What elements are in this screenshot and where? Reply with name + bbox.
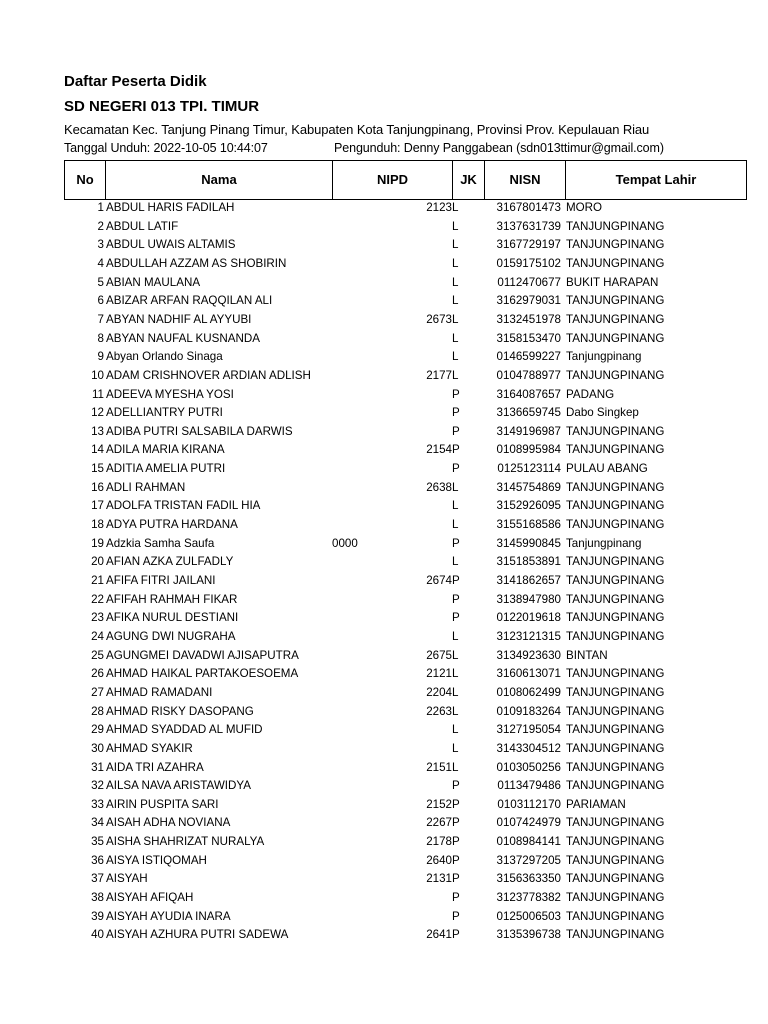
cell-nisn: 3141862657 [496, 574, 561, 587]
cell-no: 8 [97, 331, 104, 345]
cell-nama: ADOLFA TRISTAN FADIL HIA [106, 499, 261, 513]
cell-nisn: 3167801473 [496, 201, 561, 214]
cell-nisn: 3127195054 [496, 723, 561, 737]
cell-no: 6 [97, 294, 104, 308]
cell-nisn: 0112470677 [497, 275, 561, 289]
cell-no: 23 [91, 611, 104, 625]
cell-nisn: 0108995984 [496, 443, 561, 457]
cell-no: 11 [91, 387, 104, 401]
cell-nama: ABDULLAH AZZAM AS SHOBIRIN [106, 256, 287, 270]
cell-nama: ABYAN NAUFAL KUSNANDA [106, 331, 260, 345]
table-row [0, 255, 768, 274]
cell-nipd: 2177 [426, 368, 452, 382]
cell-tempat-lahir: PULAU ABANG [566, 462, 648, 476]
cell-nama: ABDUL UWAIS ALTAMIS [106, 238, 236, 252]
cell-tempat-lahir: TANJUNGPINANG [566, 499, 665, 513]
cell-no: 21 [91, 574, 104, 587]
cell-nisn: 3137297205 [496, 853, 561, 867]
cell-nama: AISHA SHAHRIZAT NURALYA [106, 835, 265, 849]
cell-tempat-lahir: TANJUNGPINANG [566, 424, 665, 438]
cell-nisn: 0125006503 [496, 909, 561, 923]
table-row [0, 441, 768, 460]
table-row [0, 870, 768, 889]
column-header-tempat-lahir: Tempat Lahir [565, 161, 747, 199]
cell-jk: P [452, 891, 460, 905]
table-row [0, 721, 768, 740]
cell-nama: ADILA MARIA KIRANA [106, 443, 225, 457]
cell-nipd: 2121 [426, 667, 452, 681]
cell-jk: L [452, 499, 459, 513]
cell-nipd: 2123 [426, 201, 452, 214]
cell-nisn: 3162979031 [496, 294, 561, 308]
table-row [0, 535, 768, 554]
cell-nipd: 2152 [426, 797, 452, 811]
cell-tempat-lahir: TANJUNGPINANG [566, 312, 665, 326]
cell-nisn: 0113479486 [497, 779, 561, 793]
table-row [0, 423, 768, 442]
cell-jk: L [452, 555, 459, 569]
cell-jk: P [452, 424, 460, 438]
cell-nama: AISYAH [106, 872, 148, 886]
cell-tempat-lahir: TANJUNGPINANG [566, 592, 665, 606]
cell-nipd: 2204 [426, 685, 452, 699]
cell-no: 26 [91, 667, 104, 681]
cell-nisn: 3160613071 [496, 667, 561, 681]
cell-nipd: 2673 [426, 312, 452, 326]
cell-nama: AHMAD SYAKIR [106, 741, 193, 755]
cell-nama: ABYAN NADHIF AL AYYUBI [106, 312, 252, 326]
cell-nama: AIDA TRI AZAHRA [106, 760, 204, 774]
table-row [0, 647, 768, 666]
cell-no: 19 [91, 536, 104, 550]
cell-nama: ADIBA PUTRI SALSABILA DARWIS [106, 424, 293, 438]
cell-jk: L [452, 368, 459, 382]
cell-nama: AIRIN PUSPITA SARI [106, 797, 219, 811]
cell-nama: AILSA NAVA ARISTAWIDYA [106, 779, 251, 793]
cell-nama: AISYA ISTIQOMAH [106, 853, 207, 867]
cell-nisn: 0125123114 [497, 462, 561, 476]
cell-jk: P [452, 406, 460, 420]
table-row [0, 572, 768, 591]
cell-no: 27 [91, 685, 104, 699]
table-row [0, 852, 768, 871]
location-line: Kecamatan Kec. Tanjung Pinang Timur, Kabupaten Kota Tanjungpinang, Provinsi Prov. Kepulauan Riau [64, 122, 650, 137]
cell-no: 15 [91, 462, 104, 476]
cell-nipd: 2178 [426, 835, 452, 849]
table-row [0, 684, 768, 703]
cell-jk: L [452, 667, 459, 681]
cell-jk: L [452, 629, 459, 643]
table-row [0, 218, 768, 237]
cell-nisn: 3137631739 [496, 219, 561, 233]
download-date: Tanggal Unduh: 2022-10-05 10:44:07 [64, 141, 268, 155]
cell-tempat-lahir: TANJUNGPINANG [566, 219, 665, 233]
column-header-nama: Nama [105, 161, 332, 199]
cell-nisn: 0109183264 [496, 704, 561, 718]
cell-nama: AHMAD RAMADANI [106, 685, 213, 699]
cell-nisn: 0103112170 [497, 797, 561, 811]
cell-no: 20 [91, 555, 104, 569]
cell-nisn: 3143304512 [496, 741, 561, 755]
cell-jk: L [452, 201, 459, 214]
cell-jk: L [452, 312, 459, 326]
cell-nama: Abyan Orlando Sinaga [106, 350, 223, 364]
cell-tempat-lahir: TANJUNGPINANG [566, 704, 665, 718]
table-row [0, 553, 768, 572]
cell-tempat-lahir: TANJUNGPINANG [566, 294, 665, 308]
cell-jk: L [452, 760, 459, 774]
table-row [0, 516, 768, 535]
cell-tempat-lahir: BINTAN [566, 648, 608, 662]
cell-tempat-lahir: TANJUNGPINANG [566, 816, 665, 830]
cell-jk: L [452, 350, 459, 364]
table-row [0, 926, 768, 945]
cell-nisn: 3136659745 [496, 406, 561, 420]
table-row [0, 814, 768, 833]
cell-nisn: 0108984141 [496, 835, 561, 849]
document-title: Daftar Peserta Didik [64, 73, 207, 90]
cell-nipd: 2131 [426, 872, 452, 886]
cell-no: 34 [91, 816, 104, 830]
cell-nipd: 2154 [426, 443, 452, 457]
cell-nisn: 3135396738 [496, 928, 561, 942]
school-name: SD NEGERI 013 TPI. TIMUR [64, 98, 260, 115]
cell-jk: P [452, 779, 460, 793]
cell-nipd: 2640 [426, 853, 452, 867]
cell-nipd: 2641 [426, 928, 452, 942]
cell-no: 28 [91, 704, 104, 718]
column-header-nisn: NISN [484, 161, 565, 199]
cell-tempat-lahir: TANJUNGPINANG [566, 611, 665, 625]
cell-tempat-lahir: TANJUNGPINANG [566, 629, 665, 643]
cell-nama: ABIZAR ARFAN RAQQILAN ALI [106, 294, 273, 308]
cell-nama: Adzkia Samha Saufa [106, 536, 215, 550]
cell-no: 37 [91, 872, 104, 886]
cell-jk: P [452, 574, 460, 587]
cell-tempat-lahir: MORO [566, 201, 603, 214]
cell-nisn: 0107424979 [496, 816, 561, 830]
cell-tempat-lahir: TANJUNGPINANG [566, 909, 665, 923]
cell-nama: AISAH ADHA NOVIANA [106, 816, 231, 830]
cell-no: 1 [97, 201, 104, 214]
cell-nama: ABDUL HARIS FADILAH [106, 201, 235, 214]
cell-no: 31 [91, 760, 104, 774]
cell-jk: L [452, 685, 459, 699]
cell-no: 22 [91, 592, 104, 606]
column-header-no: No [64, 161, 105, 199]
cell-jk: P [452, 536, 460, 550]
cell-nisn: 3149196987 [496, 424, 561, 438]
cell-jk: P [452, 462, 460, 476]
cell-nama: AISYAH AYUDIA INARA [106, 909, 231, 923]
cell-jk: L [452, 219, 459, 233]
column-header-jk: JK [452, 161, 484, 199]
cell-jk: P [452, 909, 460, 923]
cell-nipd: 2638 [426, 480, 452, 494]
cell-tempat-lahir: TANJUNGPINANG [566, 760, 665, 774]
cell-no: 13 [91, 424, 104, 438]
cell-no: 10 [91, 368, 104, 382]
cell-jk: L [452, 238, 459, 252]
table-row [0, 796, 768, 815]
cell-no: 29 [91, 723, 104, 737]
cell-tempat-lahir: TANJUNGPINANG [566, 480, 665, 494]
cell-tempat-lahir: TANJUNGPINANG [566, 928, 665, 942]
table-row [0, 311, 768, 330]
cell-nisn: 3123121315 [496, 629, 561, 643]
cell-nama: AISYAH AZHURA PUTRI SADEWA [106, 928, 289, 942]
cell-no: 2 [97, 219, 104, 233]
cell-tempat-lahir: TANJUNGPINANG [566, 518, 665, 532]
cell-tempat-lahir: PADANG [566, 387, 615, 401]
cell-no: 3 [97, 238, 104, 252]
cell-nisn: 0122019618 [496, 611, 561, 625]
cell-tempat-lahir: BUKIT HARAPAN [566, 275, 659, 289]
cell-tempat-lahir: TANJUNGPINANG [566, 667, 665, 681]
cell-jk: L [452, 648, 459, 662]
cell-jk: P [452, 611, 460, 625]
cell-nipd: 2267 [426, 816, 452, 830]
cell-tempat-lahir: TANJUNGPINANG [566, 779, 665, 793]
cell-nipd: 2675 [426, 648, 452, 662]
table-row [0, 497, 768, 516]
cell-nipd: 0000 [332, 536, 358, 550]
cell-no: 5 [97, 275, 104, 289]
cell-nama: ADELLIANTRY PUTRI [106, 406, 223, 420]
cell-tempat-lahir: TANJUNGPINANG [566, 574, 665, 587]
table-row [0, 609, 768, 628]
cell-jk: P [452, 387, 460, 401]
cell-no: 16 [91, 480, 104, 494]
cell-jk: L [452, 723, 459, 737]
cell-no: 38 [91, 891, 104, 905]
cell-nama: ABDUL LATIF [106, 219, 179, 233]
cell-tempat-lahir: Tanjungpinang [566, 536, 642, 550]
cell-tempat-lahir: TANJUNGPINANG [566, 368, 665, 382]
cell-nisn: 3155168586 [496, 518, 561, 532]
cell-tempat-lahir: TANJUNGPINANG [566, 741, 665, 755]
cell-nisn: 3123778382 [496, 891, 561, 905]
cell-nisn: 3134923630 [496, 648, 561, 662]
cell-nama: AISYAH AFIQAH [106, 891, 194, 905]
cell-nama: AGUNGMEI DAVADWI AJISAPUTRA [106, 648, 299, 662]
table-row [0, 591, 768, 610]
cell-nipd: 2151 [426, 760, 452, 774]
cell-no: 17 [91, 499, 104, 513]
cell-tempat-lahir: TANJUNGPINANG [566, 872, 665, 886]
cell-nama: ADAM CRISHNOVER ARDIAN ADLISH [106, 368, 311, 382]
cell-tempat-lahir: Dabo Singkep [566, 406, 639, 420]
table-row [0, 703, 768, 722]
cell-tempat-lahir: Tanjungpinang [566, 350, 642, 364]
table-row [0, 460, 768, 479]
cell-jk: L [452, 275, 459, 289]
cell-nama: ADLI RAHMAN [106, 480, 186, 494]
cell-nisn: 0103050256 [496, 760, 561, 774]
table-row [0, 367, 768, 386]
cell-nisn: 3145754869 [496, 480, 561, 494]
table-row [0, 833, 768, 852]
cell-jk: P [452, 816, 460, 830]
table-row [0, 274, 768, 293]
table-row [0, 330, 768, 349]
cell-jk: P [452, 592, 460, 606]
cell-no: 30 [91, 741, 104, 755]
cell-nisn: 0108062499 [496, 685, 561, 699]
cell-tempat-lahir: TANJUNGPINANG [566, 891, 665, 905]
table-row [0, 348, 768, 367]
cell-tempat-lahir: PARIAMAN [566, 797, 626, 811]
table-row [0, 236, 768, 255]
cell-nama: AGUNG DWI NUGRAHA [106, 629, 236, 643]
cell-no: 35 [91, 835, 104, 849]
cell-tempat-lahir: TANJUNGPINANG [566, 256, 665, 270]
cell-nisn: 0104788977 [496, 368, 561, 382]
cell-no: 4 [97, 256, 104, 270]
cell-jk: P [452, 797, 460, 811]
cell-no: 9 [97, 350, 104, 364]
cell-tempat-lahir: TANJUNGPINANG [566, 835, 665, 849]
cell-nisn: 3151853891 [496, 555, 561, 569]
table-row [0, 404, 768, 423]
cell-no: 14 [91, 443, 104, 457]
cell-nisn: 3138947980 [496, 592, 561, 606]
cell-nama: AHMAD HAIKAL PARTAKOESOEMA [106, 667, 299, 681]
cell-nama: ABIAN MAULANA [106, 275, 201, 289]
cell-nipd: 2674 [426, 574, 452, 587]
cell-no: 39 [91, 909, 104, 923]
table-row [0, 292, 768, 311]
cell-no: 32 [91, 779, 104, 793]
cell-nisn: 3152926095 [496, 499, 561, 513]
cell-jk: L [452, 518, 459, 532]
cell-jk: L [452, 741, 459, 755]
cell-no: 12 [91, 406, 104, 420]
cell-tempat-lahir: TANJUNGPINANG [566, 685, 665, 699]
cell-jk: P [452, 443, 460, 457]
cell-tempat-lahir: TANJUNGPINANG [566, 555, 665, 569]
cell-nipd: 2263 [426, 704, 452, 718]
downloader: Pengunduh: Denny Panggabean (sdn013ttimur@gmail.com) [334, 141, 664, 155]
cell-nama: AHMAD RISKY DASOPANG [106, 704, 254, 718]
cell-no: 7 [97, 312, 104, 326]
cell-tempat-lahir: TANJUNGPINANG [566, 238, 665, 252]
cell-nisn: 3164087657 [496, 387, 561, 401]
cell-nisn: 3132451978 [496, 312, 561, 326]
cell-jk: P [452, 928, 460, 942]
cell-tempat-lahir: TANJUNGPINANG [566, 853, 665, 867]
cell-nama: ADYA PUTRA HARDANA [106, 518, 238, 532]
table-row [0, 628, 768, 647]
cell-nama: ADEEVA MYESHA YOSI [106, 387, 234, 401]
cell-nama: ADITIA AMELIA PUTRI [106, 462, 226, 476]
table-row [0, 759, 768, 778]
cell-jk: L [452, 704, 459, 718]
cell-nama: AFIFAH RAHMAH FIKAR [106, 592, 238, 606]
cell-no: 24 [91, 629, 104, 643]
cell-nama: AFIKA NURUL DESTIANI [106, 611, 239, 625]
table-row [0, 665, 768, 684]
cell-tempat-lahir: TANJUNGPINANG [566, 723, 665, 737]
cell-tempat-lahir: TANJUNGPINANG [566, 443, 665, 457]
table-row [0, 777, 768, 796]
cell-nama: AHMAD SYADDAD AL MUFID [106, 723, 263, 737]
table-header [64, 160, 747, 200]
cell-nisn: 3158153470 [496, 331, 561, 345]
cell-jk: L [452, 480, 459, 494]
cell-jk: P [452, 872, 460, 886]
cell-no: 36 [91, 853, 104, 867]
table-row [0, 740, 768, 759]
table-row [0, 199, 768, 218]
table-row [0, 889, 768, 908]
cell-no: 33 [91, 797, 104, 811]
cell-nama: AFIAN AZKA ZULFADLY [106, 555, 234, 569]
cell-nisn: 0159175102 [496, 256, 561, 270]
cell-jk: L [452, 331, 459, 345]
cell-jk: L [452, 294, 459, 308]
column-header-nipd: NIPD [332, 161, 452, 199]
cell-tempat-lahir: TANJUNGPINANG [566, 331, 665, 345]
cell-nama: AFIFA FITRI JAILANI [106, 574, 216, 587]
cell-no: 18 [91, 518, 104, 532]
cell-no: 40 [91, 928, 104, 942]
cell-jk: P [452, 835, 460, 849]
table-row [0, 386, 768, 405]
table-row [0, 908, 768, 927]
table-row [0, 479, 768, 498]
cell-jk: L [452, 256, 459, 270]
cell-jk: P [452, 853, 460, 867]
cell-nisn: 3167729197 [496, 238, 561, 252]
cell-no: 25 [91, 648, 104, 662]
cell-nisn: 3145990845 [496, 536, 561, 550]
cell-nisn: 0146599227 [496, 350, 561, 364]
cell-nisn: 3156363350 [496, 872, 561, 886]
